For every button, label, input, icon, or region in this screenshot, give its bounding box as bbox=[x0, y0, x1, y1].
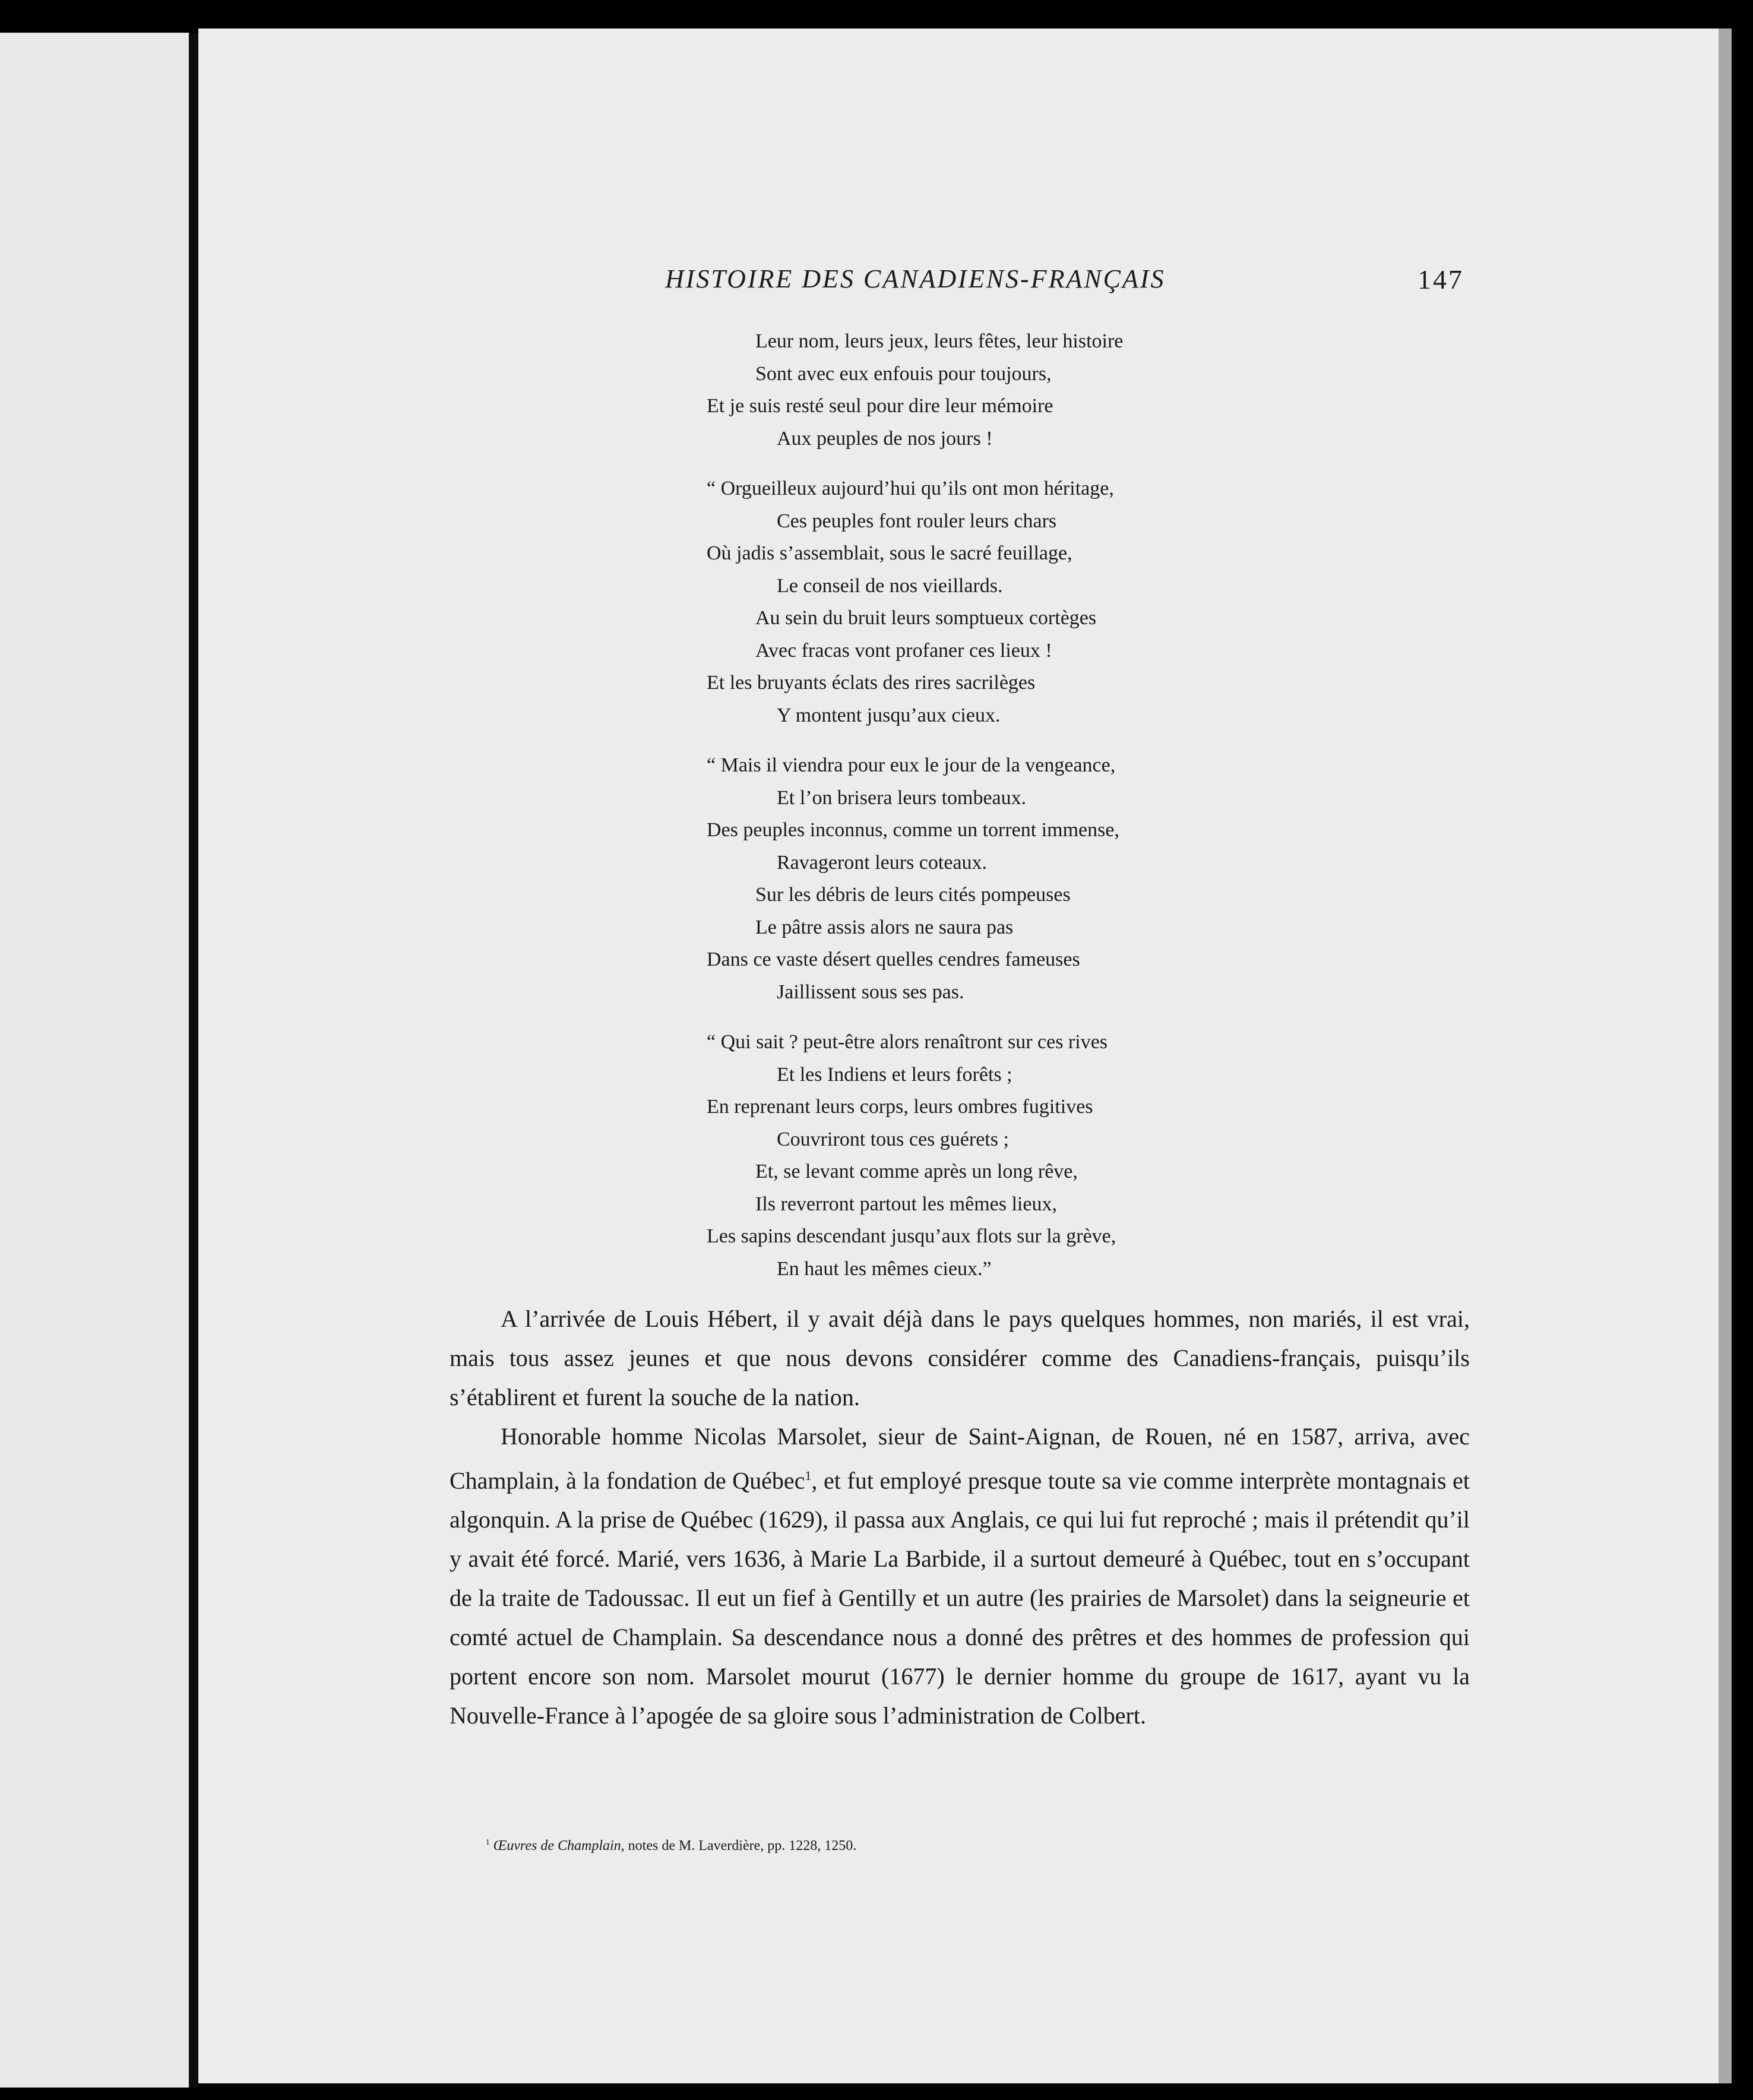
facing-page-edge bbox=[0, 33, 189, 2088]
poem-line: Les sapins descendant jusqu’aux flots sur la grève, bbox=[707, 1225, 1116, 1247]
footnote bbox=[486, 1833, 1495, 1855]
poem-line: Le conseil de nos vieillards. bbox=[777, 574, 1003, 597]
poem-line: “ Mais il viendra pour eux le jour de la vengeance, bbox=[707, 754, 1116, 776]
poem-line: Ils reverront partout les mêmes lieux, bbox=[755, 1193, 1057, 1215]
poem-line: Y montent jusqu’aux cieux. bbox=[777, 704, 1001, 726]
paragraph-text: Honorable homme Nicolas Marsolet, sieur de Saint-Aignan, de Rouen, né en 1587, arriva, avec Champlain, à la fondation de Québec bbox=[450, 1423, 1470, 1494]
poem-line: Ces peuples font rouler leurs chars bbox=[777, 510, 1057, 532]
poem-line: Et les Indiens et leurs forêts ; bbox=[777, 1063, 1012, 1086]
paragraph-text: , et fut employé presque toute sa vie comme interprète montagnais et algonquin. A la prise de Québec (1629), il passa aux Anglais, ce qui lui fut reproché ; mais il prétendit qu’il y avait été forcé. Marié, vers 1636, à Marie La Barbide, il a surtout demeuré à Québec, tout en s’occupant de la traite de Tadoussac. Il eut un fief à Gentilly et un autre (les prairies de Marsolet) dans la seigneurie et comté actuel de Champlain. Sa descendance nous a donné des prêtres et des hommes de profession qui portent encore son nom. Marsolet mourut (1677) le dernier homme du groupe de 1617, ayant vu la Nouvelle-France à l’apogée de sa gloire sous l’administration de Colbert. bbox=[450, 1467, 1470, 1729]
poem-line: En reprenant leurs corps, leurs ombres fugitives bbox=[707, 1096, 1093, 1118]
poem-line: Où jadis s’assemblait, sous le sacré feuillage, bbox=[707, 542, 1072, 564]
poem bbox=[707, 325, 1241, 1303]
footnote-work-title: Œuvres de Champlain bbox=[493, 1838, 621, 1854]
running-header bbox=[469, 249, 1464, 297]
book-gutter bbox=[189, 33, 198, 2088]
body-text bbox=[450, 1299, 1470, 1735]
poem-line: Le pâtre assis alors ne saura pas bbox=[755, 916, 1014, 938]
poem-line: Sur les débris de leurs cités pompeuses bbox=[755, 884, 1071, 906]
poem-line: Sont avec eux enfouis pour toujours, bbox=[755, 362, 1052, 385]
paragraph: A l’arrivée de Louis Hébert, il y avait déjà dans le pays quelques hommes, non mariés, il est vrai, mais tous assez jeunes et que nous devons considérer comme des Canadiens-français, puisqu’ils s’établirent et furent la souche de la nation. bbox=[450, 1305, 1470, 1410]
footnote-reference: 1 bbox=[805, 1468, 812, 1483]
poem-line: En haut les mêmes cieux.” bbox=[777, 1257, 992, 1280]
page-edge-shadow bbox=[1719, 29, 1732, 2083]
poem-stanza bbox=[707, 1026, 1241, 1285]
poem-line: Et l’on brisera leurs tombeaux. bbox=[777, 786, 1027, 809]
poem-line: Leur nom, leurs jeux, leurs fêtes, leur histoire bbox=[755, 330, 1124, 352]
poem-line: Et, se levant comme après un long rêve, bbox=[755, 1160, 1078, 1182]
poem-line: Aux peuples de nos jours ! bbox=[777, 427, 993, 450]
paragraph bbox=[450, 1417, 1470, 1735]
poem-line: Dans ce vaste désert quelles cendres fameuses bbox=[707, 948, 1080, 970]
footnote-mark: 1 bbox=[486, 1838, 490, 1846]
poem-line: Couvriront tous ces guérets ; bbox=[777, 1128, 1009, 1150]
page-number: 147 bbox=[1417, 264, 1464, 295]
running-title: HISTOIRE DES CANADIENS-FRANÇAIS bbox=[665, 264, 1166, 293]
poem-line: “ Qui sait ? peut-être alors renaîtront sur ces rives bbox=[707, 1031, 1108, 1053]
poem-line: Ravageront leurs coteaux. bbox=[777, 851, 988, 874]
poem-line: Au sein du bruit leurs somptueux cortèges bbox=[755, 607, 1097, 629]
poem-line: “ Orgueilleux aujourd’hui qu’ils ont mon héritage, bbox=[707, 477, 1114, 499]
poem-line: Et les bruyants éclats des rires sacrilèges bbox=[707, 672, 1036, 694]
poem-stanza bbox=[707, 473, 1241, 732]
footnote-text: , notes de M. Laverdière, pp. 1228, 1250. bbox=[621, 1838, 857, 1854]
poem-line: Des peuples inconnus, comme un torrent immense, bbox=[707, 819, 1119, 841]
poem-line: Jaillissent sous ses pas. bbox=[777, 981, 964, 1003]
poem-stanza bbox=[707, 749, 1241, 1008]
poem-line: Avec fracas vont profaner ces lieux ! bbox=[755, 639, 1052, 662]
poem-stanza bbox=[707, 325, 1241, 455]
poem-line: Et je suis resté seul pour dire leur mémoire bbox=[707, 395, 1053, 417]
